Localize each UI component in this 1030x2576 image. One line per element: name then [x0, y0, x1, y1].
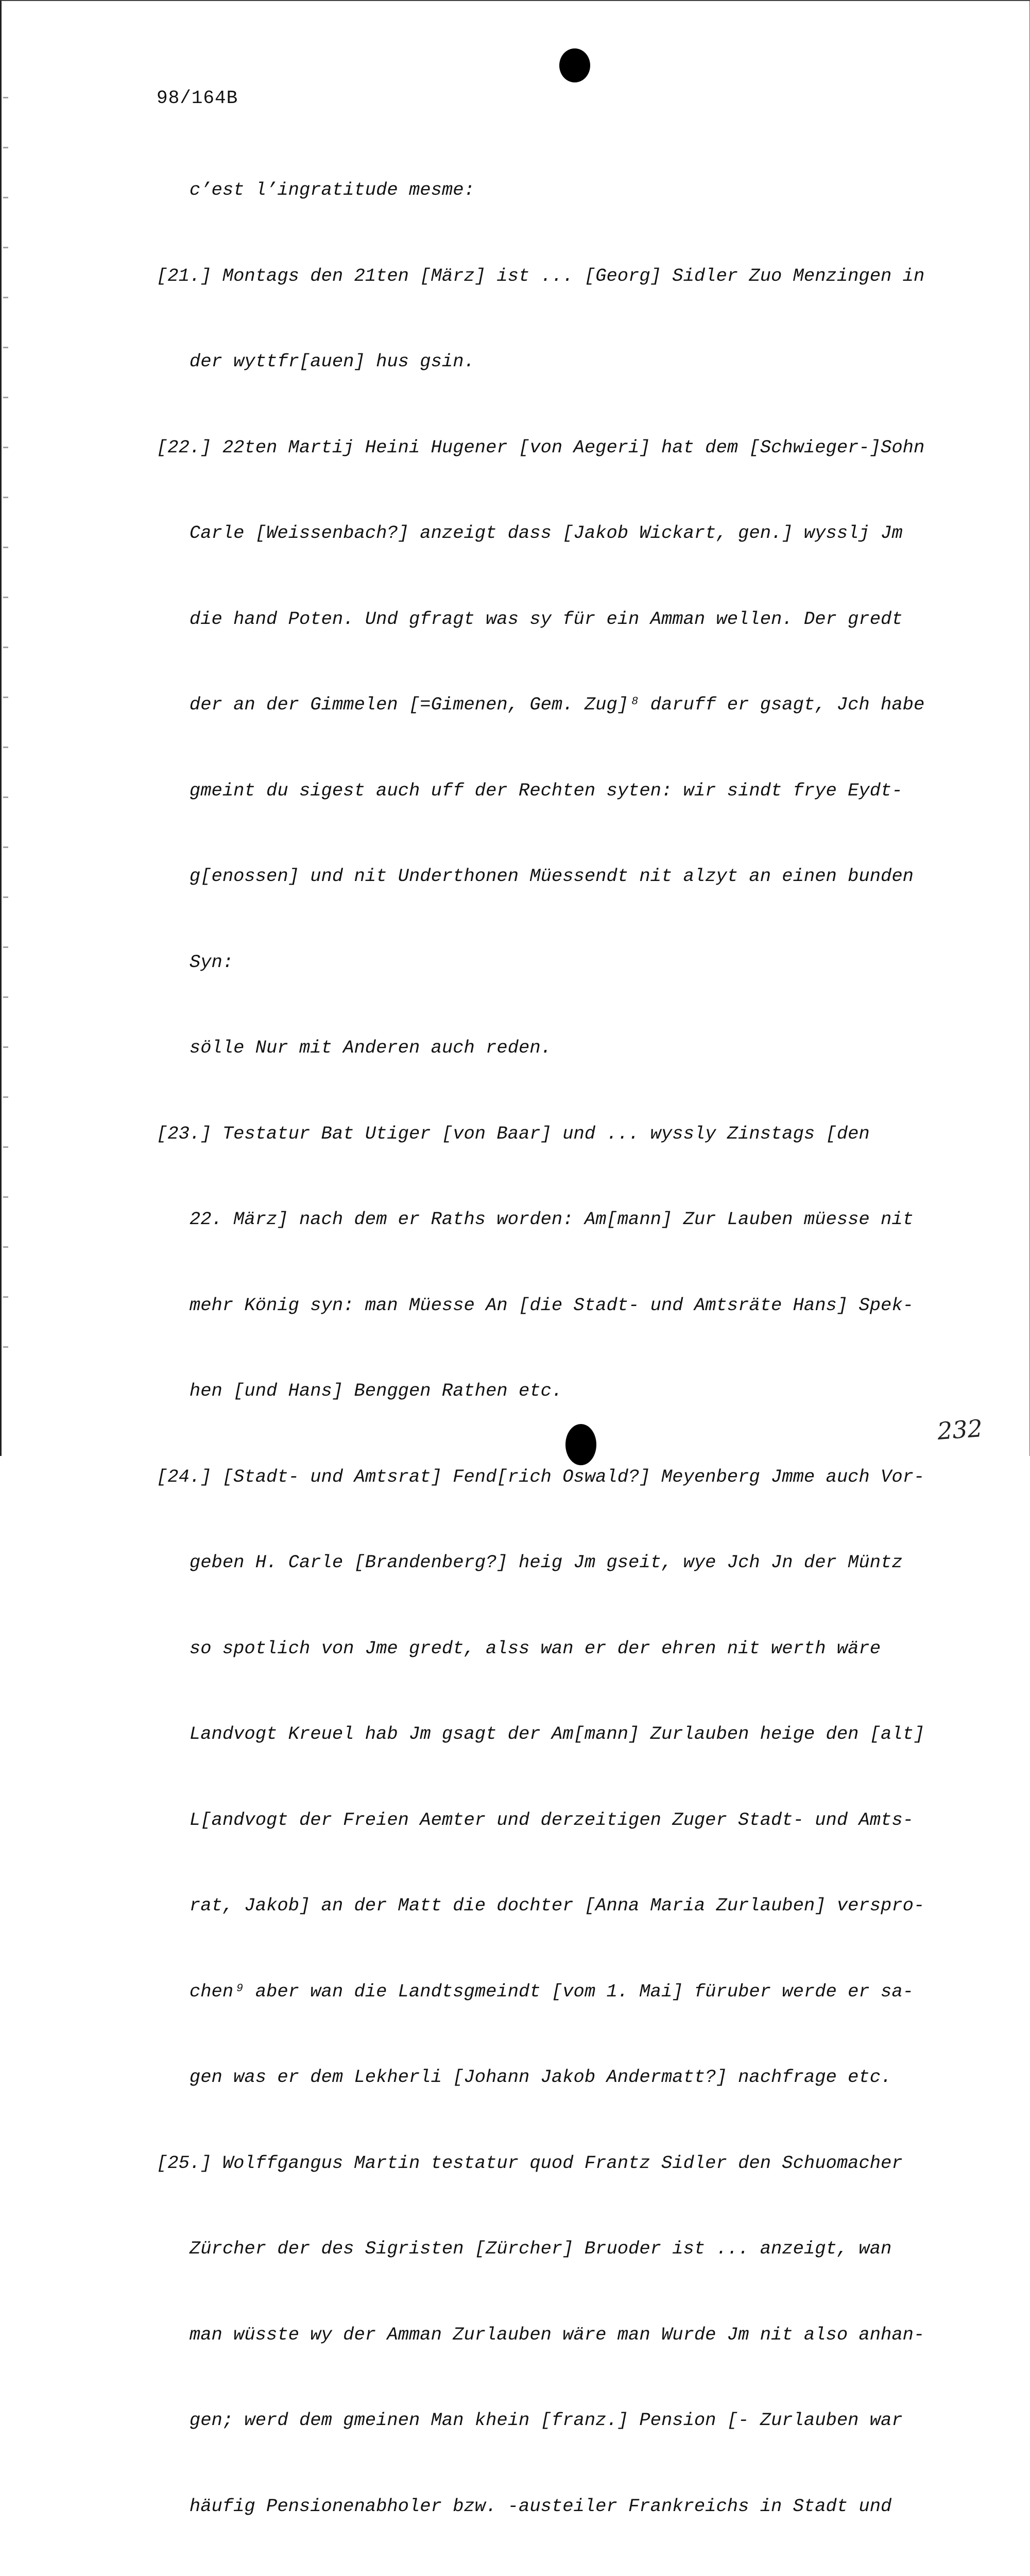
- text-line: so spotlich von Jme gredt, alss wan er der ehren nit werth wäre: [157, 1637, 881, 1659]
- text-line: Syn:: [157, 951, 234, 973]
- text-line: gen; werd dem gmeinen Man khein [franz.] Pension [- Zurlauben war: [157, 2410, 903, 2431]
- text-line: man wüsste wy der Amman Zurlauben wäre man Wurde Jm nit also anhan-: [157, 2324, 925, 2345]
- transcription-text: [157, 118, 955, 2576]
- text-line: [25.] Wolffgangus Martin testatur quod Frantz Sidler den Schuomacher: [157, 2152, 903, 2174]
- text-line: geben H. Carle [Brandenberg?] heig Jm gseit, wye Jch Jn der Müntz: [157, 1552, 903, 1573]
- text-line: sölle Nur mit Anderen auch reden.: [157, 1037, 552, 1058]
- punch-hole-top: [559, 48, 590, 82]
- text-line: [23.] Testatur Bat Utiger [von Baar] und ... wyssly Zinstags [den: [157, 1123, 870, 1144]
- handwritten-page-number: 232: [936, 1414, 984, 1445]
- text-line: hen [und Hans] Benggen Rathen etc.: [157, 1380, 563, 1401]
- document-reference: 98/164B: [157, 88, 238, 109]
- text-line: L[andvogt der Freien Aemter und derzeitigen Zuger Stadt- und Amts-: [157, 1809, 914, 1831]
- text-line: mehr König syn: man Müesse An [die Stadt- und Amtsräte Hans] Spek-: [157, 1294, 914, 1316]
- text-line: [22.] 22ten Martij Heini Hugener [von Aegeri] hat dem [Schwieger-]Sohn: [157, 436, 925, 458]
- text-line: häufig Pensionenabholer bzw. -austeiler Frankreichs in Stadt und: [157, 2495, 892, 2517]
- text-line: die hand Poten. Und gfragt was sy für ein Amman wellen. Der gredt: [157, 608, 903, 630]
- text-line: Zürcher der des Sigristen [Zürcher] Bruoder ist ... anzeigt, wan: [157, 2238, 892, 2259]
- text-line: chen⁹ aber wan die Landtsgmeindt [vom 1. Mai] füruber werde er sa-: [157, 1980, 914, 2002]
- text-line: [24.] [Stadt- und Amtsrat] Fend[rich Oswald?] Meyenberg Jmme auch Vor-: [157, 1466, 925, 1487]
- text-line: [21.] Montags den 21ten [März] ist ... [Georg] Sidler Zuo Menzingen in: [157, 265, 925, 286]
- text-line: rat, Jakob] an der Matt die dochter [Anna Maria Zurlauben] verspro-: [157, 1895, 925, 1916]
- text-line: Landvogt Kreuel hab Jm gsagt der Am[mann] Zurlauben heige den [alt]: [157, 1723, 925, 1744]
- text-line: der an der Gimmelen [=Gimenen, Gem. Zug]⁸ daruff er gsagt, Jch habe: [157, 694, 925, 715]
- text-line: gmeint du sigest auch uff der Rechten syten: wir sindt frye Eydt-: [157, 779, 903, 801]
- text-line: c’est l’ingratitude mesme:: [157, 179, 475, 200]
- scan-edge-specks: [3, 77, 8, 1365]
- text-line: 22. März] nach dem er Raths worden: Am[mann] Zur Lauben müesse nit: [157, 1209, 914, 1230]
- text-line: der wyttfr[auen] hus gsin.: [157, 351, 475, 372]
- text-line: Carle [Weissenbach?] anzeigt dass [Jakob Wickart, gen.] wysslj Jm: [157, 522, 903, 544]
- text-line: g[enossen] und nit Underthonen Müessendt nit alzyt an einen bunden: [157, 866, 914, 887]
- text-line: gen was er dem Lekherli [Johann Jakob Andermatt?] nachfrage etc.: [157, 2066, 892, 2088]
